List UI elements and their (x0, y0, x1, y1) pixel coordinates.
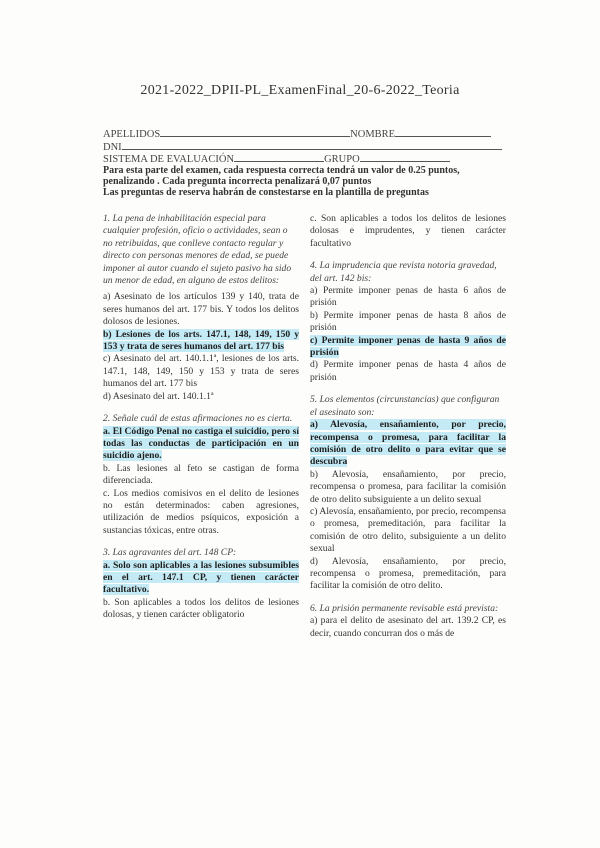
question-5-option-b[interactable]: b) Alevosía, ensañamiento, por precio, recompensa o promesa, para facilitar la comisión de otro delito subsiguiente a un delito sexual (310, 468, 506, 505)
apellidos-field[interactable] (160, 127, 350, 137)
question-5-option-a-text: a) Alevosía, ensañamiento, por precio, recompensa o promesa, para facilitar la comisión de otro delito o para evitar que se descubra (310, 419, 506, 468)
question-6: 6. La prisión permanente revisable está prevista: (310, 602, 499, 614)
question-4-option-b[interactable]: b) Permite imponer penas de hasta 8 años de prisión (310, 309, 506, 334)
question-3: 3. Las agravantes del art. 148 CP: (103, 547, 237, 559)
apellidos-row (103, 127, 491, 140)
question-1: 1. La pena de inhabilitación especial para cualquier profesión, oficio o actividades, sean o no retribuidas, que conlleve contacto regular y directo con personas menores de edad, se puede imponer al autor cuando el sujeto pasivo ha sido un menor de edad, en alguno de estos delitos: (103, 213, 292, 287)
question-5: 5. Los elementos (circunstancias) que configuran el asesinato son: (310, 394, 500, 418)
sistema-row (103, 152, 450, 165)
grupo-field[interactable] (360, 152, 450, 162)
sistema-label: SISTEMA DE EVALUACIÓN (103, 154, 235, 165)
question-4-option-c[interactable] (310, 335, 506, 360)
question-2: 2. Señale cuál de estas afirmaciones no es cierta. (103, 413, 293, 425)
question-2-option-c[interactable]: c. Los medios comisivos en el delito de lesiones no están determinados: caben agresiones, utilización de medios psíquicos, exposición a sustancias tóxicas, entre otras. (103, 487, 299, 536)
question-2-option-a[interactable] (103, 426, 299, 463)
dni-field[interactable] (122, 140, 502, 150)
question-3-option-a-text: a. Solo son aplicables a las lesiones subsumibles en el art. 147.1 CP, y tienen carácter facultativo. (103, 559, 299, 596)
instructions-line-1: Para esta parte del examen, cada respuesta correcta tendrá un valor de 0.25 puntos, (103, 165, 460, 176)
instructions-line-3: Las preguntas de reserva habrán de constestarse en la plantilla de preguntas (103, 187, 429, 198)
question-3-option-c[interactable]: c. Son aplicables a todos los delitos de lesiones dolosas e imprudentes, y tienen carácter facultativo (310, 213, 506, 249)
apellidos-label: APELLIDOS (103, 129, 161, 140)
question-3-option-a[interactable] (103, 560, 299, 597)
left-column (103, 213, 299, 622)
dni-label: DNI (103, 142, 122, 153)
grupo-label: GRUPO (324, 154, 360, 165)
nombre-field[interactable] (395, 127, 491, 137)
question-5-option-c[interactable]: c) Alevosía, ensañamiento, por precio, recompensa o promesa, premeditación, para facilitar la comisión de otro delito, subsiguiente a un delito sexual (310, 505, 506, 555)
question-1-option-c[interactable]: c) Asesinato del art. 140.1.1ª, lesiones de los arts. 147.1, 148, 149, 150 y 153 y trata de seres humanos del art. 177 bis (103, 353, 299, 390)
question-5-option-d[interactable]: d) Alevosía, ensañamiento, por precio, recompensa o promesa, premeditación, para facilitar la comisión de otro delito. (310, 555, 506, 592)
question-3-option-b[interactable]: b. Son aplicables a todos los delitos de lesiones dolosas, y tienen carácter obligatorio (103, 596, 299, 621)
question-6-option-a[interactable]: a) para el delito de asesinato del art. 139.2 CP, es decir, cuando concurran dos o más de (310, 615, 506, 639)
question-1-option-d[interactable]: d) Asesinato del art. 140.1.1ª (103, 390, 214, 402)
question-4-option-c-text: c) Permite imponer penas de hasta 9 años de prisión (310, 334, 506, 359)
question-2-option-a-text: a. El Código Penal no castiga el suicidio, pero sí todas las conductas de participación en un suicidio ajeno. (103, 425, 299, 462)
instructions (103, 165, 503, 198)
exam-title: 2021-2022_DPII-PL_ExamenFinal_20-6-2022_Teoria (140, 83, 460, 98)
question-1-option-b[interactable] (103, 329, 299, 354)
question-4: 4. La imprudencia que revista notoria gravedad, del art. 142 bis: (310, 260, 497, 284)
instructions-line-2: penalizando . Cada pregunta incorrecta penalizará 0,07 puntos (103, 176, 372, 187)
question-4-option-d[interactable]: d) Permite imponer penas de hasta 4 años de prisión (310, 359, 506, 383)
question-1-option-b-text: b) Lesiones de los arts. 147.1, 148, 149, 150 y 153 y trata de seres humanos del art. 177 bis (103, 328, 299, 353)
question-1-option-a[interactable]: a) Asesinato de los artículos 139 y 140, trata de seres humanos del art. 177 bis. Y todos los delitos dolosos de lesiones. (103, 291, 299, 328)
question-4-option-a[interactable]: a) Permite imponer penas de hasta 6 años de prisión (310, 285, 506, 309)
right-column (310, 213, 506, 640)
nombre-label: NOMBRE (350, 129, 396, 140)
sistema-field[interactable] (234, 152, 324, 162)
question-2-option-b[interactable]: b. Las lesiones al feto se castigan de forma diferenciada. (103, 462, 299, 487)
question-5-option-a[interactable] (310, 419, 506, 469)
